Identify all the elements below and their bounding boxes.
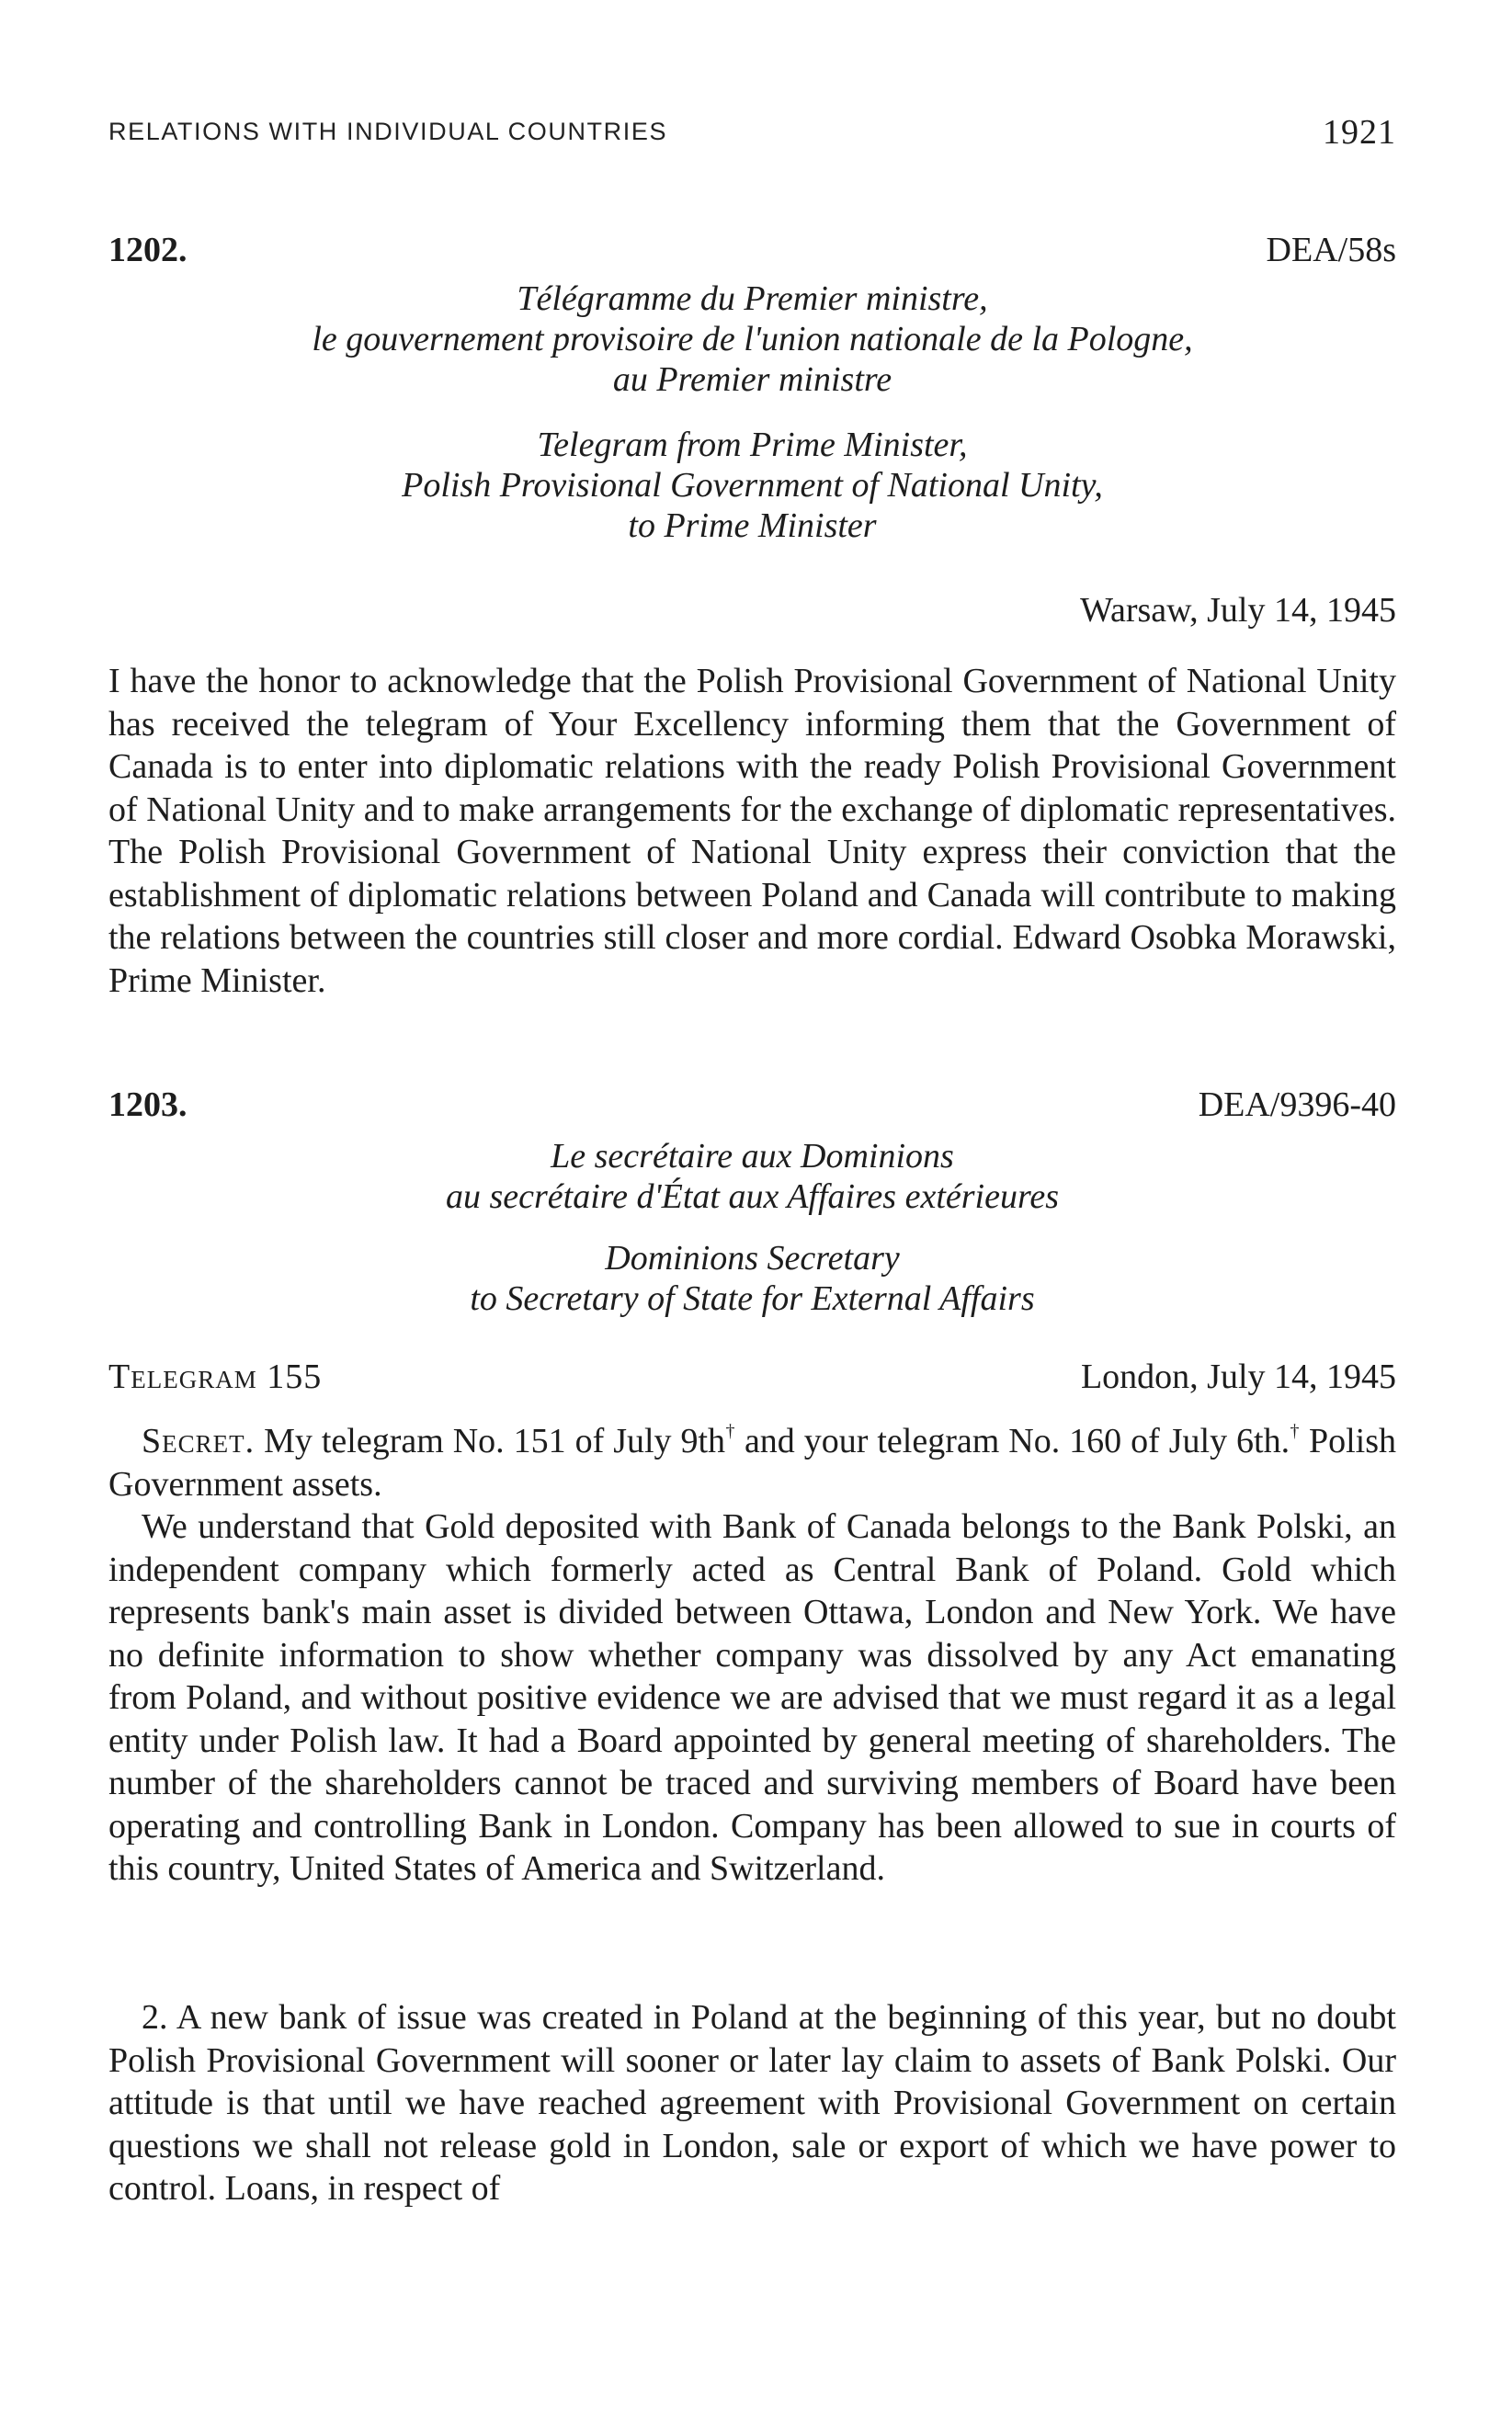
doc-1202-english-title: [108, 425, 1396, 546]
secret-label: Secret.: [142, 1422, 256, 1460]
running-head: RELATIONS WITH INDIVIDUAL COUNTRIES: [108, 118, 668, 145]
doc-1202-file-ref: DEA/58s: [1266, 231, 1396, 269]
title-line: Télégramme du Premier ministre,: [517, 279, 988, 318]
title-line: Le secrétaire aux Dominions: [551, 1137, 954, 1176]
text-run: and your telegram No. 160 of July 6th.: [734, 1422, 1290, 1460]
doc-1203-file-ref: DEA/9396-40: [1198, 1085, 1396, 1124]
doc-1202-body: I have the honor to acknowledge that the Polish Provisional Government of National Unity has received the telegram of Your Excellency informing them that the Government of Canada is to enter into diplomatic relations with the ready Polish Provisional Government of National Unity and to make arrangements for the exchange of diplomatic representatives. The Polish Provisional Government of National Unity express their conviction that the establishment of diplomatic relations between Poland and Canada will contribute to making the relations between the countries still closer and more cordial. Edward Osobka Morawski, Prime Minister.: [108, 662, 1396, 1000]
title-line: le gouvernement provisoire de l'union nationale de la Pologne,: [312, 320, 1193, 358]
title-line: to Prime Minister: [628, 506, 877, 545]
doc-1202-french-title: [108, 278, 1396, 400]
doc-1202-dateline: Warsaw, July 14, 1945: [1080, 591, 1396, 630]
doc-1203-french-title: [108, 1136, 1396, 1217]
title-line: au secrétaire d'État aux Affaires extérieures: [446, 1177, 1059, 1216]
dagger-footnote-marker: †: [1290, 1421, 1301, 1441]
doc-1203-english-title: [108, 1238, 1396, 1319]
page-number: 1921: [1323, 113, 1396, 152]
doc-1203-paragraph-3: 2. A new bank of issue was created in Poland at the beginning of this year, but no doubt Polish Provisional Government will sooner or later lay claim to assets of Bank Polski. Our attitude is that until we have reached agreement with Provisional Government on certain questions we shall not release gold in London, sale or export of which we have power to control. Loans, in respect of: [108, 1998, 1396, 2208]
text-run: My telegram No. 151 of July 9th: [255, 1422, 726, 1460]
doc-1203-paragraph-1: [108, 1420, 1396, 1505]
doc-1203-dateline: London, July 14, 1945: [1080, 1357, 1396, 1396]
title-line: Polish Provisional Government of National Unity,: [402, 466, 1103, 505]
dagger-footnote-marker: †: [725, 1421, 735, 1441]
text-run: Polish Government assets.: [108, 1422, 1397, 1504]
doc-1202-number: 1202.: [108, 231, 188, 269]
title-line: Dominions Secretary: [605, 1239, 900, 1278]
title-line: to Secretary of State for External Affairs: [470, 1279, 1035, 1318]
doc-1203-number: 1203.: [108, 1085, 188, 1124]
doc-1203-paragraph-2: We understand that Gold deposited with Bank of Canada belongs to the Bank Polski, an independent company which formerly acted as Central Bank of Poland. Gold which represents bank's main asset is divided between Ottawa, London and New York. We have no definite information to show whether company was dissolved by any Act emanating from Poland, and without positive evidence we are advised that we must regard it as a legal entity under Polish law. It had a Board appointed by general meeting of shareholders. The number of the shareholders cannot be traced and surviving members of Board have been operating and controlling Bank in London. Company has been allowed to sue in courts of this country, United States of America and Switzerland.: [108, 1507, 1396, 1888]
title-line: au Premier ministre: [612, 360, 892, 399]
doc-1203-telegram-number: Telegram 155: [108, 1357, 323, 1396]
title-line: Telegram from Prime Minister,: [537, 426, 968, 464]
